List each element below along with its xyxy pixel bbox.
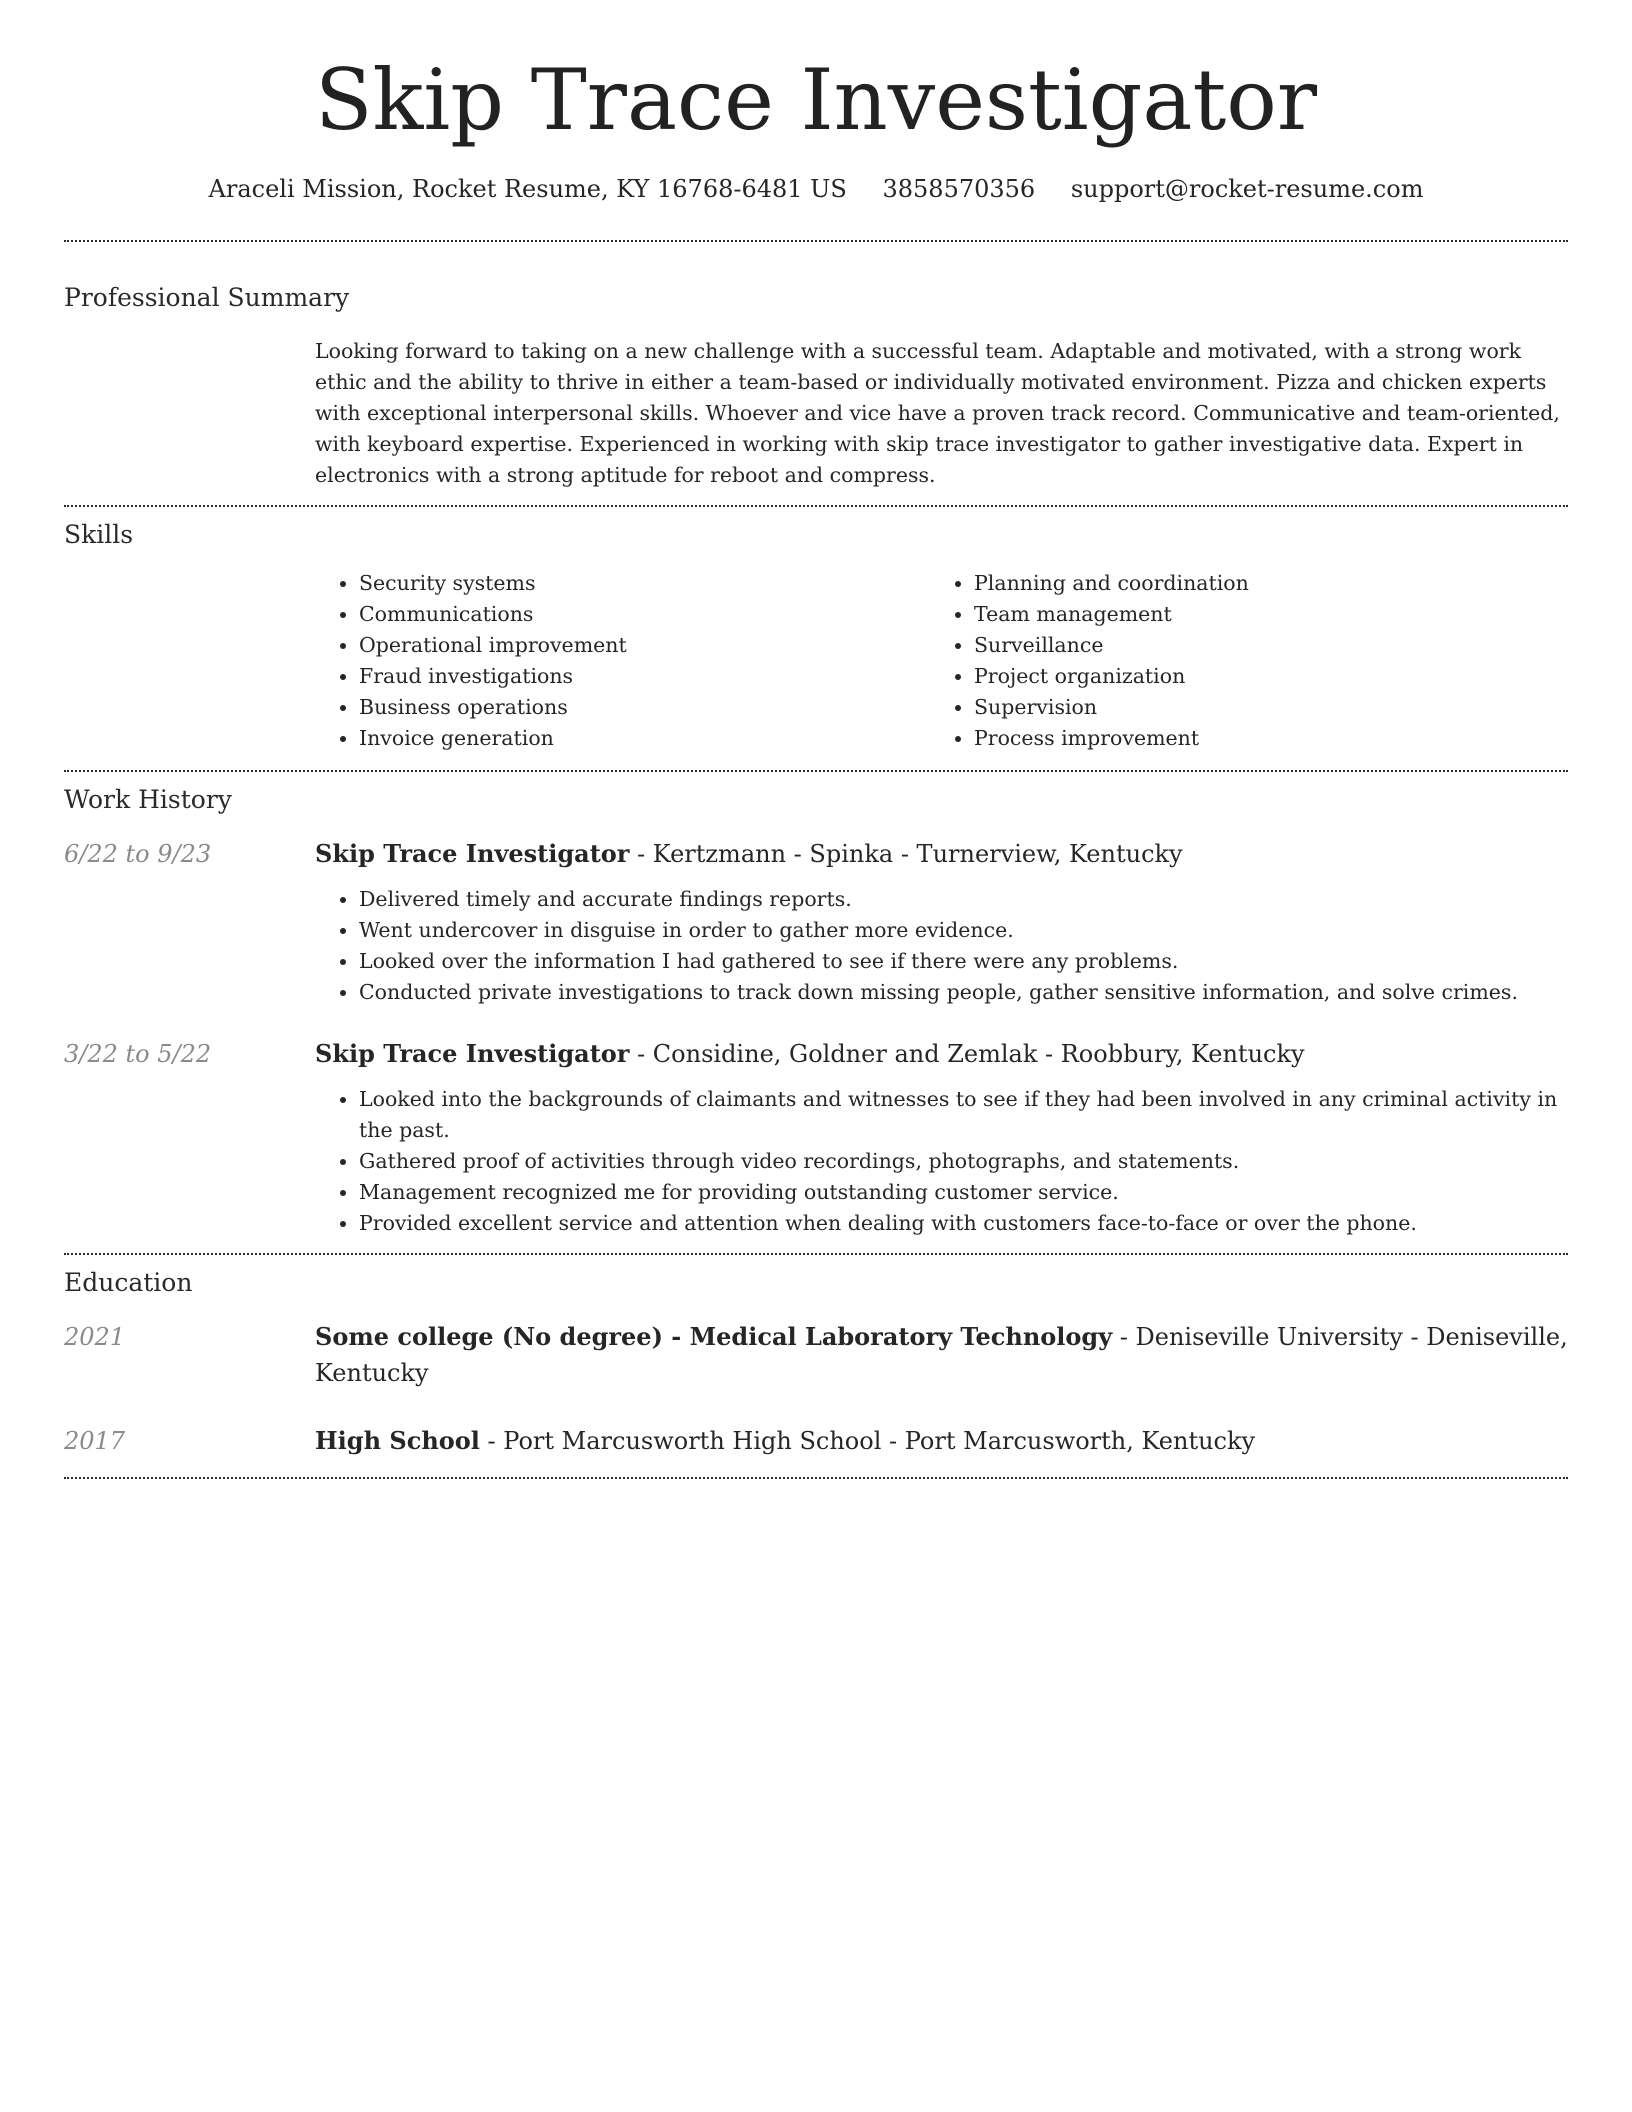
skill-item: • Security systems bbox=[359, 568, 930, 599]
skill-item: • Process improvement bbox=[974, 723, 1545, 754]
education-entry bbox=[64, 1319, 1568, 1391]
job-bullet: • Conducted private investigations to track down missing people, gather sensitive information, and solve crimes. bbox=[359, 977, 1568, 1008]
job-bullet: • Looked into the backgrounds of claimants and witnesses to see if they had been involved in any criminal activity in the past. bbox=[359, 1084, 1568, 1146]
skill-item: • Invoice generation bbox=[359, 723, 930, 754]
work-history-section bbox=[64, 784, 1568, 1239]
work-entry bbox=[64, 1036, 1568, 1239]
job-bullet: • Gathered proof of activities through video recordings, photographs, and statements. bbox=[359, 1146, 1568, 1177]
job-bullet: • Looked over the information I had gathered to see if there were any problems. bbox=[359, 946, 1568, 977]
education-degree: Some college (No degree) - Medical Laboratory Technology bbox=[315, 1322, 1113, 1351]
section-title-skills: Skills bbox=[64, 520, 134, 549]
divider bbox=[64, 240, 1568, 242]
job-bullet: • Delivered timely and accurate findings reports. bbox=[359, 884, 1568, 915]
divider bbox=[64, 1477, 1568, 1479]
job-bullets bbox=[315, 884, 1568, 1008]
education-heading bbox=[315, 1319, 1568, 1391]
education-heading bbox=[315, 1423, 1568, 1459]
education-details: - Port Marcusworth High School - Port Marcusworth, Kentucky bbox=[479, 1427, 1256, 1455]
section-title-education: Education bbox=[64, 1268, 193, 1297]
skill-item: • Team management bbox=[974, 599, 1545, 630]
education-entry bbox=[64, 1423, 1568, 1459]
skill-item: • Operational improvement bbox=[359, 630, 930, 661]
job-bullets bbox=[315, 1084, 1568, 1239]
skill-item: • Business operations bbox=[359, 692, 930, 723]
skills-section bbox=[64, 519, 1568, 754]
divider bbox=[64, 505, 1568, 507]
education-degree: High School bbox=[315, 1426, 480, 1455]
divider bbox=[64, 770, 1568, 772]
skills-grid bbox=[315, 568, 1568, 754]
skill-item: • Fraud investigations bbox=[359, 661, 930, 692]
contact-email: support@rocket-resume.com bbox=[1070, 175, 1424, 203]
skill-item: • Planning and coordination bbox=[974, 568, 1545, 599]
education-year: 2021 bbox=[64, 1323, 126, 1351]
job-bullet: • Went undercover in disguise in order to gather more evidence. bbox=[359, 915, 1568, 946]
work-entry bbox=[64, 836, 1568, 1008]
skills-column-right bbox=[930, 568, 1545, 754]
education-year: 2017 bbox=[64, 1427, 126, 1455]
job-role: Skip Trace Investigator bbox=[315, 839, 630, 868]
work-dates: 6/22 to 9/23 bbox=[64, 840, 212, 868]
education-section bbox=[64, 1267, 1568, 1459]
skill-item: • Surveillance bbox=[974, 630, 1545, 661]
contact-phone: 3858570356 bbox=[882, 175, 1036, 203]
work-heading bbox=[315, 836, 1568, 872]
job-details: - Kertzmann - Spinka - Turnerview, Kentucky bbox=[629, 840, 1183, 868]
job-details: - Considine, Goldner and Zemlak - Roobbury, Kentucky bbox=[629, 1040, 1305, 1068]
section-title-summary: Professional Summary bbox=[64, 283, 350, 312]
job-role: Skip Trace Investigator bbox=[315, 1039, 630, 1068]
divider bbox=[64, 1253, 1568, 1255]
contact-line bbox=[64, 172, 1568, 206]
section-title-work: Work History bbox=[64, 785, 232, 814]
job-bullet: • Management recognized me for providing outstanding customer service. bbox=[359, 1177, 1568, 1208]
education-details: - Deniseville University - Deniseville, Kentucky bbox=[315, 1323, 1568, 1387]
skill-item: • Project organization bbox=[974, 661, 1545, 692]
skill-item: • Communications bbox=[359, 599, 930, 630]
work-heading bbox=[315, 1036, 1568, 1072]
summary-text: Looking forward to taking on a new challenge with a successful team. Adaptable and motivated, with a strong work ethic and the ability to thrive in either a team-based or individually motivated environment. Pizza and chicken experts with exceptional interpersonal skills. Whoever and vice have a proven track record. Communicative and team-oriented, with keyboard expertise. Experienced in working with skip trace investigator to gather investigative data. Expert in electronics with a strong aptitude for reboot and compress. bbox=[315, 339, 1560, 487]
resume-name: Skip Trace Investigator bbox=[314, 51, 1317, 149]
skills-column-left bbox=[315, 568, 930, 754]
work-dates: 3/22 to 5/22 bbox=[64, 1040, 212, 1068]
contact-address: Araceli Mission, Rocket Resume, KY 16768-6481 US bbox=[208, 175, 847, 203]
summary-section bbox=[64, 282, 1568, 491]
job-bullet: • Provided excellent service and attention when dealing with customers face-to-face or over the phone. bbox=[359, 1208, 1568, 1239]
skill-item: • Supervision bbox=[974, 692, 1545, 723]
